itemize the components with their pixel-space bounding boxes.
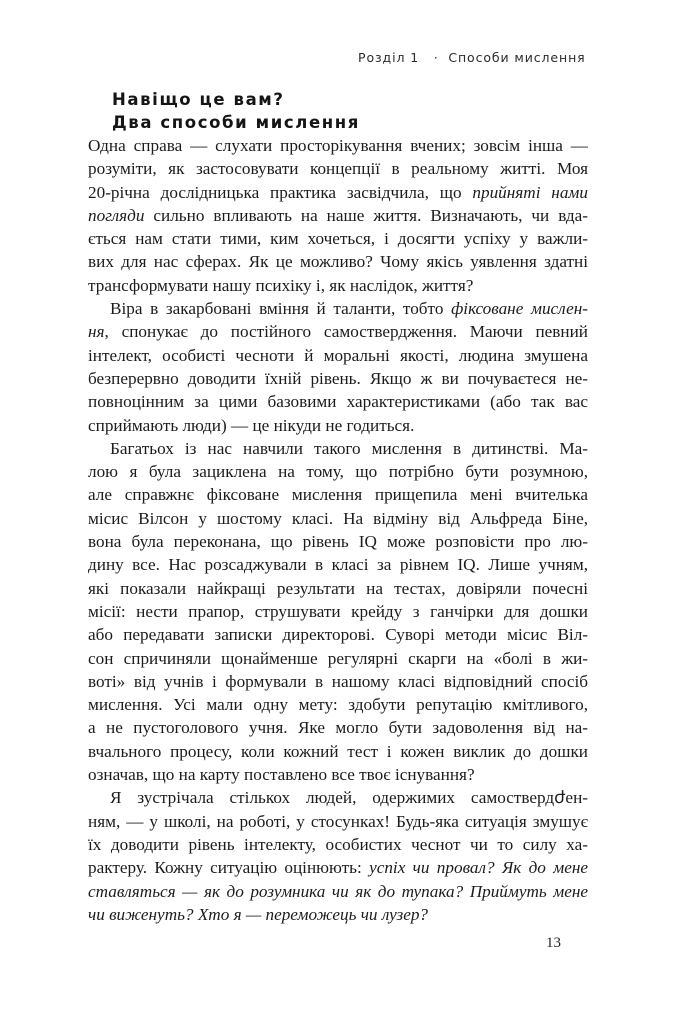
italic-text: ня bbox=[88, 322, 105, 342]
text-line bbox=[88, 553, 588, 576]
italic-text: фіксоване мислен- bbox=[451, 299, 588, 319]
text-run: безперервно доводити їхній рівень. Якщо ж ви почуваєтеся не- bbox=[88, 368, 588, 388]
section-heading bbox=[112, 88, 360, 134]
italic-text: успіх чи провал? Як до мене bbox=[369, 858, 588, 878]
text-run: інтелект, особисті чесноти й моральні якості, людина змушена bbox=[88, 345, 588, 365]
paragraph bbox=[88, 786, 588, 926]
text-line bbox=[88, 483, 588, 506]
italic-text: погляди bbox=[88, 205, 145, 225]
text-line bbox=[88, 227, 588, 250]
text-line bbox=[88, 600, 588, 623]
page-number: 13 bbox=[546, 935, 561, 951]
text-run: Одна справа — слухати просторікування вчених; зовсім інша — bbox=[88, 136, 588, 155]
text-line bbox=[88, 297, 588, 320]
text-line bbox=[88, 693, 588, 716]
text-run: означав, що на карту поставлено все твоє існування? bbox=[88, 765, 475, 785]
text-run: ням, — у школі, на роботі, у стосунках! Будь-яка ситуація змушує bbox=[88, 811, 588, 831]
body-text bbox=[88, 134, 588, 926]
text-run: лою я була зациклена на тому, що потрібно бути розумною, bbox=[88, 462, 588, 482]
running-head bbox=[358, 50, 586, 65]
section-heading-line-1: Навіщо це вам? bbox=[112, 90, 285, 109]
text-run: мислення. Усі мали одну мету: здобути репутацію кмітливого, bbox=[88, 695, 588, 715]
paragraph bbox=[88, 134, 588, 297]
text-run: воті» від учнів і формували в нашому класі відповідний спосіб bbox=[88, 671, 588, 691]
text-line bbox=[88, 903, 588, 926]
text-line bbox=[88, 414, 588, 437]
text-run: сприймають люди) — це нікуди не годиться. bbox=[88, 415, 415, 435]
text-run: а не пустоголового учня. Яке могло бути задоволення від на- bbox=[88, 718, 588, 738]
text-run: , спонукає до постійного самоствердження. Маючи певний bbox=[104, 322, 588, 342]
text-run: Я зустрічала стількох людей, одержимих самоствердժен- bbox=[110, 788, 588, 808]
text-run: сильно впливають на наше життя. Визначають, чи вда- bbox=[144, 205, 588, 225]
text-line bbox=[88, 530, 588, 553]
text-line bbox=[88, 833, 588, 856]
text-run: ється нам стати тими, ким хочеться, і досягти успіху у важли- bbox=[88, 229, 588, 249]
text-run: місис Вілсон у шостому класі. На відміну від Альфреда Біне, bbox=[88, 508, 588, 528]
paragraph bbox=[88, 297, 588, 437]
text-line bbox=[88, 880, 588, 903]
text-line bbox=[88, 623, 588, 646]
text-run: рактеру. Кожну ситуацію оцінюють: bbox=[88, 858, 370, 878]
text-line bbox=[88, 134, 588, 157]
text-line bbox=[88, 856, 588, 879]
text-run: Віра в закарбовані вміння й таланти, тобто bbox=[110, 299, 452, 319]
text-line bbox=[88, 250, 588, 273]
italic-text: прийняті нами bbox=[472, 182, 588, 202]
section-heading-line-2: Два способи мислення bbox=[112, 113, 360, 132]
text-line bbox=[88, 786, 588, 809]
paragraph bbox=[88, 437, 588, 786]
text-run: 20-річна дослідницька практика засвідчила, що bbox=[88, 182, 473, 202]
text-run: місії: нести прапор, струшувати крейду з ганчірки для дошки bbox=[88, 601, 588, 621]
text-line bbox=[88, 437, 588, 460]
text-line bbox=[88, 810, 588, 833]
text-run: Багатьох із нас навчили такого мислення в дитинстві. Ма- bbox=[110, 438, 588, 458]
text-run: сон спричиняли щонайменше регулярні скарги на «болі в жи- bbox=[88, 648, 588, 668]
text-line bbox=[88, 390, 588, 413]
text-line bbox=[88, 507, 588, 530]
text-run: вчального процесу, коли кожний тест і кожен виклик до дошки bbox=[88, 741, 588, 761]
text-line bbox=[88, 181, 588, 204]
text-line bbox=[88, 460, 588, 483]
text-line bbox=[88, 367, 588, 390]
text-run: їх доводити рівень інтелекту, особистих чеснот чи то силу ха- bbox=[88, 834, 588, 854]
text-run: трансформувати нашу психіку і, як наслідок, життя? bbox=[88, 275, 474, 295]
text-line bbox=[88, 577, 588, 600]
text-line bbox=[88, 763, 588, 786]
text-run: повноцінним за цими базовими характеристиками (або так вас bbox=[88, 392, 588, 412]
text-line bbox=[88, 716, 588, 739]
chapter-label: Розділ 1 bbox=[358, 50, 420, 65]
text-line bbox=[88, 320, 588, 343]
text-run: які показали найкращі результати на тестах, довіряли почесні bbox=[88, 578, 588, 598]
text-run: вона була переконана, що рівень IQ може розповісти про лю- bbox=[88, 532, 588, 552]
text-line bbox=[88, 344, 588, 367]
text-line bbox=[88, 670, 588, 693]
text-run: але справжнє фіксоване мислення прищепила мені вчителька bbox=[88, 485, 588, 505]
italic-text: чи виженуть? Хто я — переможець чи лузер? bbox=[88, 904, 429, 924]
text-line bbox=[88, 740, 588, 763]
text-run: вих для нас сферах. Як це можливо? Чому якісь уявлення здатні bbox=[88, 252, 588, 272]
text-line bbox=[88, 157, 588, 180]
text-run: дину все. Нас розсаджували в класі за рівнем IQ. Лише учням, bbox=[88, 555, 588, 575]
text-line bbox=[88, 647, 588, 670]
text-run: або передавати записки директорові. Суворі методи місис Віл- bbox=[88, 625, 588, 645]
text-line bbox=[88, 204, 588, 227]
italic-text: ставляться — як до розумника чи як до тупака? Приймуть мене bbox=[88, 881, 588, 901]
chapter-title: Способи мислення bbox=[448, 50, 586, 65]
text-line bbox=[88, 274, 588, 297]
text-run: розуміти, як застосовувати концепції в реальному житті. Моя bbox=[88, 159, 588, 179]
separator: · bbox=[433, 50, 439, 65]
